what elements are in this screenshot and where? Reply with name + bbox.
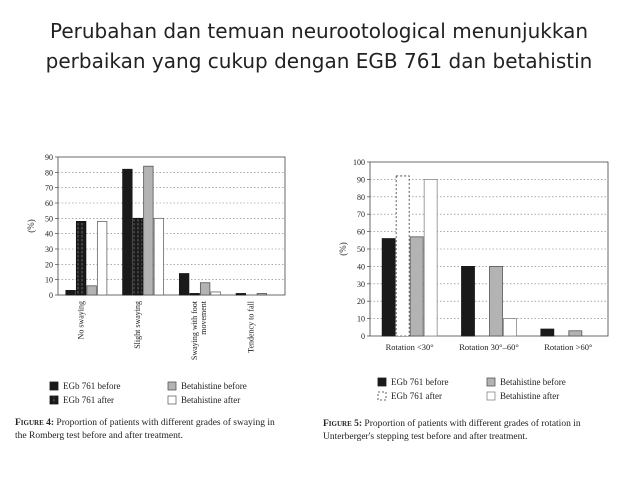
y-tick-label: 30 — [357, 279, 365, 289]
y-tick-label: 80 — [357, 192, 365, 202]
y-tick-label: 40 — [45, 229, 53, 239]
y-tick-label: 20 — [357, 297, 365, 307]
y-tick-label: 90 — [357, 175, 365, 185]
bar-egb-761-before-slight-swaying — [123, 169, 133, 295]
y-tick-label: 70 — [45, 183, 53, 193]
figure-caption-line2: Unterberger's stepping test before and after treatment. — [323, 432, 528, 442]
legend-swatch-egb-761-before — [50, 382, 58, 390]
bar-egb-761-after-no-swaying — [76, 221, 86, 295]
plot-frame — [58, 157, 285, 295]
legend-label-betahistine-after: Betahistine after — [181, 395, 241, 405]
x-tick-label-rotation-60: Rotation >60° — [544, 342, 593, 352]
y-axis-label: (%) — [338, 242, 348, 256]
y-tick-label: 50 — [357, 245, 365, 254]
y-tick-label: 60 — [45, 199, 53, 208]
y-tick-label: 50 — [45, 214, 53, 224]
y-tick-label: 20 — [45, 260, 53, 270]
bar-betahistine-after-no-swaying — [97, 221, 107, 295]
bar-egb-761-before-swaying-with-foot-movement — [179, 274, 189, 295]
legend-label-egb-761-before: EGb 761 before — [391, 377, 449, 387]
bar-egb-761-after-swaying-with-foot-movement — [190, 293, 200, 295]
bar-egb-761-before-tendency-to-fall — [236, 293, 246, 295]
bar-betahistine-before-slight-swaying — [144, 166, 154, 295]
bar-betahistine-after-rotation-30-60 — [504, 319, 517, 336]
y-tick-label: 0 — [49, 291, 53, 300]
legend-swatch-betahistine-after — [168, 396, 176, 404]
legend-swatch-betahistine-before — [487, 378, 495, 386]
legend-swatch-egb-761-after — [378, 392, 386, 400]
slide-title-line2: perbaikan yang cukup dengan EGB 761 dan betahistin — [45, 49, 593, 73]
x-tick-label-rotation-30: Rotation <30° — [385, 342, 434, 352]
x-tick-label-rotation-30-60: Rotation 30°–60° — [459, 342, 519, 352]
figure-caption: Figure 4: Proportion of patients with different grades of swaying in — [15, 418, 275, 428]
x-tick-label-slight-swaying: Slight swaying — [133, 301, 143, 349]
y-tick-label: 40 — [357, 262, 365, 272]
y-tick-label: 0 — [361, 332, 365, 341]
y-axis-label: (%) — [26, 219, 36, 233]
bar-betahistine-after-swaying-with-foot-movement — [211, 292, 221, 295]
bar-egb-761-before-no-swaying — [66, 290, 76, 295]
slide-title-line1: Perubahan dan temuan neurootological menunjukkan — [49, 19, 589, 43]
bar-egb-761-after-slight-swaying — [133, 218, 143, 295]
x-tick-label-tendency-to-fall: Tendency to fall — [246, 301, 256, 353]
y-tick-label: 70 — [357, 210, 365, 220]
bar-betahistine-after-rotation-30 — [424, 179, 437, 336]
legend-swatch-betahistine-before — [168, 382, 176, 390]
x-tick-label-no-swaying: No swaying — [76, 301, 86, 340]
legend-label-egb-761-after: EGb 761 after — [63, 395, 114, 405]
legend-label-egb-761-before: EGb 761 before — [63, 381, 121, 391]
legend-label-betahistine-after: Betahistine after — [500, 391, 560, 401]
legend-label-betahistine-before: Betahistine before — [181, 381, 247, 391]
y-tick-label: 30 — [45, 245, 53, 254]
legend-swatch-betahistine-after — [487, 392, 495, 400]
y-tick-label: 90 — [45, 153, 53, 162]
bar-egb-761-before-rotation-30 — [382, 239, 395, 336]
bar-betahistine-before-swaying-with-foot-movement — [200, 283, 210, 295]
legend-label-betahistine-before: Betahistine before — [500, 377, 566, 387]
y-tick-label: 10 — [45, 275, 53, 285]
x-tick-label-swaying-with-foot-movement: Swaying with foot — [189, 301, 199, 361]
bar-betahistine-after-slight-swaying — [154, 218, 164, 295]
figure-caption: Figure 5: Proportion of patients with different grades of rotation in — [323, 419, 581, 429]
legend-swatch-egb-761-before — [378, 378, 386, 386]
chart-2 — [323, 158, 608, 442]
y-tick-label: 100 — [353, 158, 365, 167]
chart-1 — [15, 153, 285, 441]
bar-betahistine-before-rotation-60 — [569, 331, 582, 336]
x-tick-label-swaying-with-foot-movement: movement — [198, 301, 208, 335]
legend-swatch-egb-761-after — [50, 396, 58, 404]
bar-egb-761-before-rotation-30-60 — [462, 266, 475, 336]
figure-caption-line2: the Romberg test before and after treatment. — [15, 431, 183, 441]
y-tick-label: 60 — [357, 227, 365, 237]
bar-betahistine-before-rotation-30 — [410, 237, 423, 336]
legend-label-egb-761-after: EGb 761 after — [391, 391, 442, 401]
bar-egb-761-before-rotation-60 — [541, 329, 554, 336]
y-tick-label: 10 — [357, 314, 365, 324]
bar-egb-761-after-rotation-30 — [396, 176, 409, 336]
bar-betahistine-before-tendency-to-fall — [257, 293, 267, 295]
bar-betahistine-before-no-swaying — [87, 286, 97, 295]
y-tick-label: 80 — [45, 168, 53, 178]
bar-betahistine-before-rotation-30-60 — [490, 266, 503, 336]
